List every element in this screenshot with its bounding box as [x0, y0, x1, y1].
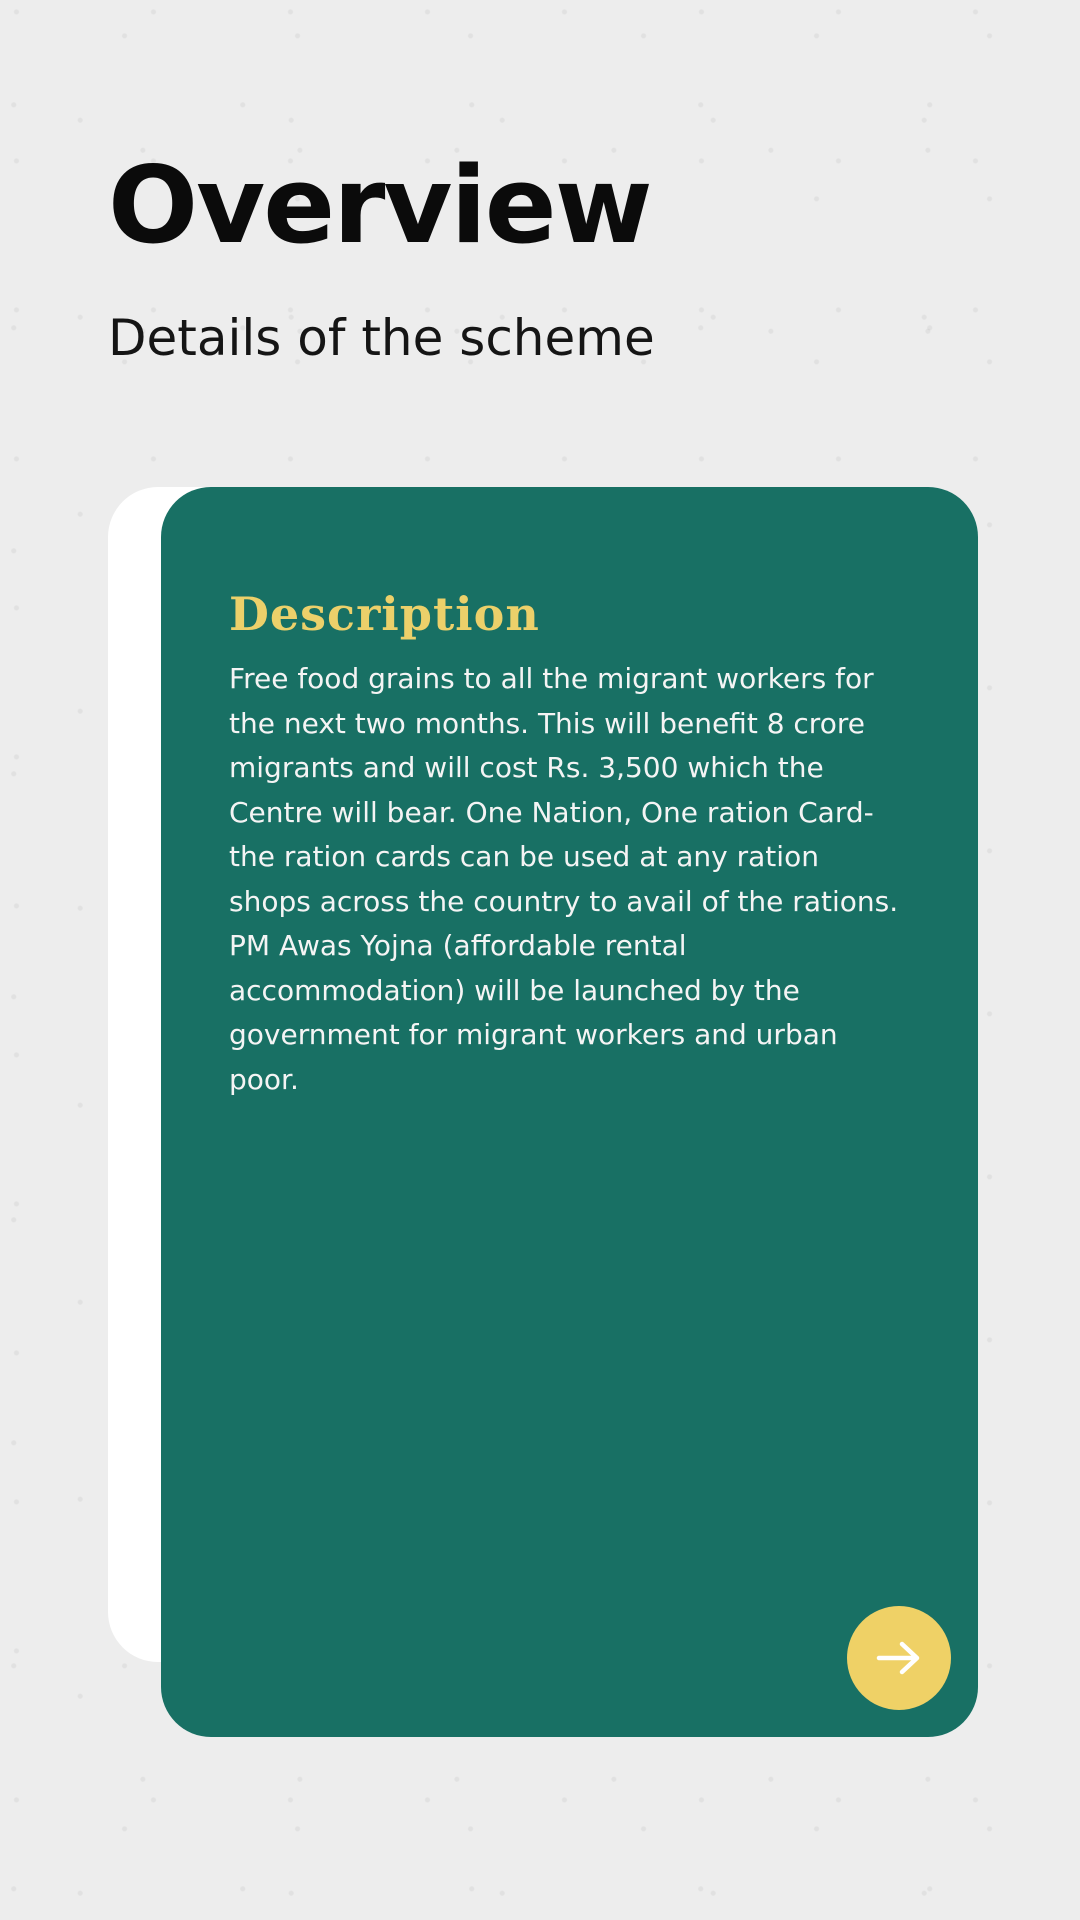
description-card — [161, 487, 978, 1737]
card-heading: Description — [229, 587, 540, 641]
next-button[interactable] — [847, 1606, 951, 1710]
arrow-right-icon — [876, 1641, 922, 1675]
card-description-text: Free food grains to all the migrant workers for the next two months. This will benefit 8 crore migrants and will cost Rs. 3,500 which the Centre will bear. One Nation, One ration Card- the ration cards can be used at any ration shops across the country to avail of the rations. PM Awas Yojna (affordable rental accommodation) will be launched by the government for migrant workers and urban poor. — [229, 662, 899, 1096]
page-subtitle: Details of the scheme — [108, 309, 655, 367]
page-title: Overview — [108, 144, 651, 267]
